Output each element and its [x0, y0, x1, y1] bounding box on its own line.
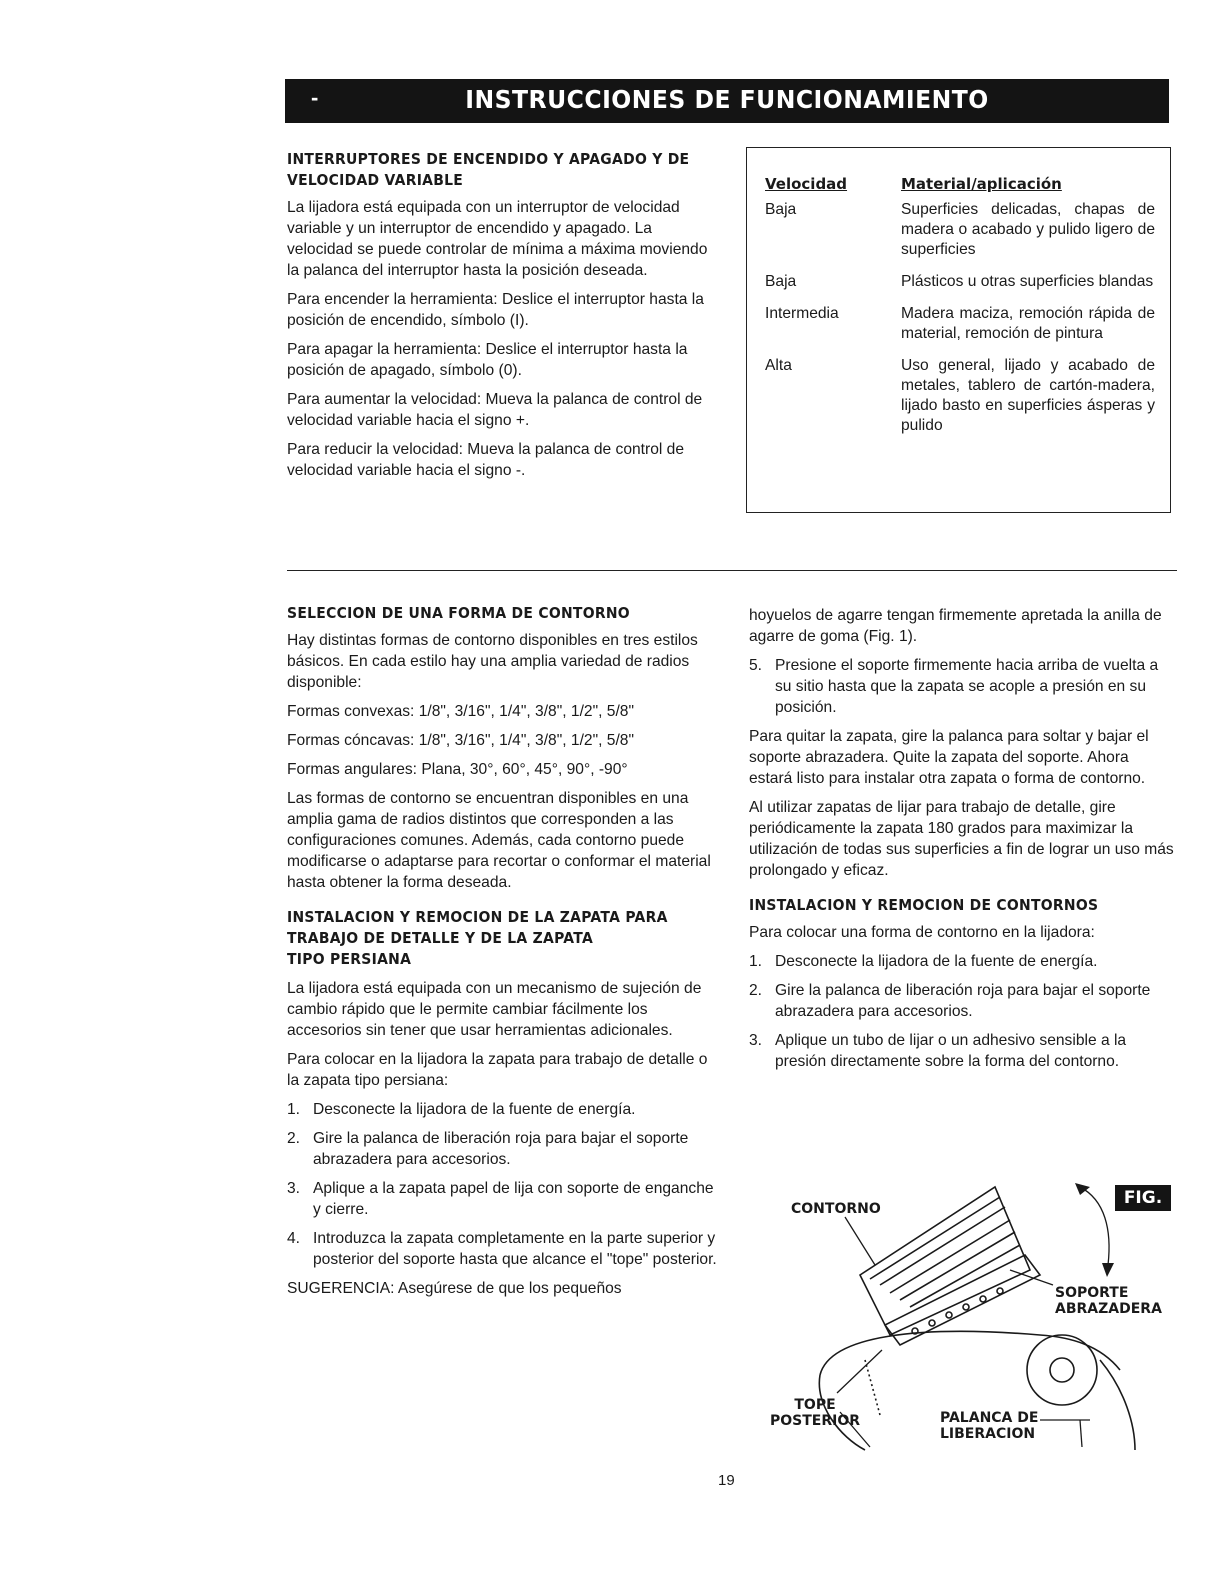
page-number: 19 — [718, 1472, 735, 1489]
section-header-banner — [285, 79, 1169, 123]
arrow-head-top — [1075, 1183, 1090, 1195]
switches-paragraph: Para reducir la velocidad: Mueva la palanca de control de velocidad variable hacia el signo -. — [287, 441, 685, 479]
speed-cell: Intermedia — [765, 305, 839, 322]
header-dash: - — [311, 85, 319, 110]
switches-section — [287, 149, 719, 489]
label-tope-posterior — [770, 1397, 860, 1429]
label-soporte-line: SOPORTE — [1055, 1285, 1129, 1301]
step-text: Presione el soporte firmemente hacia arriba de vuelta a su sitio hasta que la zapata se acople a presión en su posición. — [775, 657, 1159, 716]
step-number: 4. — [287, 1230, 301, 1247]
step-number: 3. — [749, 1032, 763, 1049]
step-text: Desconecte la lijadora de la fuente de energía. — [313, 1101, 636, 1118]
label-tope-line: POSTERIOR — [770, 1413, 861, 1429]
detail-pad-instruction: Para colocar en la lijadora la zapata para trabajo de detalle o la zapata tipo persiana: — [287, 1051, 708, 1089]
contour-block — [860, 1187, 1030, 1335]
left-column — [287, 603, 719, 1307]
switches-paragraph: Para apagar la herramienta: Deslice el interruptor hasta la posición de apagado, símbolo (0). — [287, 341, 688, 379]
label-soporte — [1055, 1285, 1162, 1317]
switches-paragraph: Para encender la herramienta: Deslice el interruptor hasta la posición de encendido, símbolo (I). — [287, 291, 704, 329]
speed-table-header — [765, 174, 1155, 200]
detail-pad-heading-line: TIPO PERSIANA — [287, 950, 412, 968]
switches-heading: INTERRUPTORES DE ENCENDIDO Y APAGADO Y DE VELOCIDAD VARIABLE — [287, 150, 690, 189]
remove-pad-text: Para quitar la zapata, gire la palanca para soltar y bajar el soporte abrazadera. Quite la zapata del soporte. Ahora estará listo para instalar otra zapata o forma de contorno. — [749, 728, 1149, 787]
switches-paragraph: Para aumentar la velocidad: Mueva la palanca de control de velocidad variable hacia el signo +. — [287, 391, 703, 429]
page-title: INSTRUCCIONES DE FUNCIONAMIENTO — [465, 85, 989, 114]
step-number: 2. — [749, 982, 763, 999]
detail-pad-steps — [287, 1099, 719, 1270]
detail-pad-intro: La lijadora está equipada con un mecanismo de sujeción de cambio rápido que le permite cambiar fácilmente los accesorios sin tener que usar herramientas adicionales. — [287, 980, 702, 1039]
speed-column-header: Velocidad — [765, 175, 848, 193]
table-row — [765, 304, 1155, 356]
contours-install-intro: Para colocar una forma de contorno en la lijadora: — [749, 924, 1095, 941]
material-cell: Superficies delicadas, chapas de madera o acabado y pulido ligero de superficies — [901, 201, 1155, 258]
detail-pad-heading — [287, 907, 676, 970]
tip-continued: hoyuelos de agarre tengan firmemente apretada la anilla de agarre de goma (Fig. 1). — [749, 607, 1162, 645]
list-item — [749, 1030, 1175, 1072]
list-item — [749, 951, 1175, 972]
tip-text: SUGERENCIA: Asegúrese de que los pequeños — [287, 1280, 622, 1297]
switches-paragraph: La lijadora está equipada con un interruptor de velocidad variable y un interruptor de encendido y apagado. La velocidad se puede controlar de mínima a máxima moviendo la palanca del interruptor hasta la posición deseada. — [287, 199, 708, 279]
right-column — [749, 605, 1175, 1080]
material-cell: Uso general, lijado y acabado de metales, tablero de cartón-madera, lijado basto en superficies ásperas y pulido — [901, 357, 1155, 434]
list-item — [287, 1178, 719, 1220]
contour-body: Las formas de contorno se encuentran disponibles en una amplia gama de radios distintos que corresponden a las configuraciones comunes. Además, cada contorno puede modificarse o adaptarse para recortar o conformar el material hasta obtener la forma deseada. — [287, 790, 711, 891]
step-text: Gire la palanca de liberación roja para bajar el soporte abrazadera para accesorios. — [775, 982, 1151, 1020]
material-cell: Plásticos u otras superficies blandas — [901, 273, 1154, 290]
step-number: 5. — [749, 657, 763, 674]
contour-heading: SELECCION DE UNA FORMA DE CONTORNO — [287, 604, 630, 622]
step-text: Desconecte la lijadora de la fuente de energía. — [775, 953, 1098, 970]
label-contorno: CONTORNO — [791, 1201, 881, 1217]
concave-sizes: Formas cóncavas: 1/8", 3/16", 1/4", 3/8", 1/2", 5/8" — [287, 732, 634, 749]
leader-lines — [837, 1187, 1109, 1447]
table-row — [765, 272, 1155, 304]
angular-sizes: Formas angulares: Plana, 30°, 60°, 45°, 90°, -90° — [287, 761, 628, 778]
step-number: 1. — [287, 1101, 301, 1118]
contours-install-heading: INSTALACION Y REMOCION DE CONTORNOS — [749, 896, 1099, 914]
list-item — [287, 1099, 719, 1120]
speed-cell: Alta — [765, 357, 792, 374]
figure-2 — [740, 1175, 1180, 1465]
detail-pad-heading-line: INSTALACION Y REMOCION DE LA ZAPATA PARA — [287, 908, 668, 926]
arrow-head-bottom — [1102, 1263, 1114, 1277]
step-text: Gire la palanca de liberación roja para bajar el soporte abrazadera para accesorios. — [313, 1130, 689, 1168]
speed-cell: Baja — [765, 201, 797, 218]
speed-table — [765, 174, 1155, 448]
speed-table-box — [746, 147, 1171, 513]
detail-pad-steps-continued — [749, 655, 1175, 718]
figure-tag: FIG. 2 — [1115, 1185, 1171, 1211]
step-text: Introduzca la zapata completamente en la parte superior y posterior del soporte hasta que alcance el "tope" posterior. — [313, 1230, 717, 1268]
convex-sizes: Formas convexas: 1/8", 3/16", 1/4", 3/8", 1/2", 5/8" — [287, 703, 634, 720]
label-palanca-line: LIBERACION — [940, 1426, 1036, 1442]
step-text: Aplique a la zapata papel de lija con soporte de enganche y cierre. — [313, 1180, 714, 1218]
label-soporte-line: ABRAZADERA — [1055, 1301, 1162, 1317]
label-palanca-line: PALANCA DE — [940, 1410, 1039, 1426]
list-item — [749, 980, 1175, 1022]
speed-cell: Baja — [765, 273, 797, 290]
contours-install-steps — [749, 951, 1175, 1072]
label-tope-line: TOPE — [794, 1397, 836, 1413]
list-item — [287, 1228, 719, 1270]
table-row — [765, 356, 1155, 448]
table-row — [765, 200, 1155, 272]
label-palanca — [940, 1410, 1038, 1442]
list-item — [287, 1128, 719, 1170]
step-number: 2. — [287, 1130, 301, 1147]
material-column-header: Material/aplicación — [901, 175, 1062, 193]
step-number: 3. — [287, 1180, 301, 1197]
step-text: Aplique un tubo de lijar o un adhesivo sensible a la presión directamente sobre la forma del contorno. — [775, 1032, 1127, 1070]
list-item — [749, 655, 1175, 718]
contour-intro: Hay distintas formas de contorno disponibles en tres estilos básicos. En cada estilo hay una amplia variedad de radios disponible: — [287, 632, 698, 691]
section-divider — [287, 570, 1177, 571]
material-cell: Madera maciza, remoción rápida de material, remoción de pintura — [901, 305, 1155, 342]
detail-pad-heading-line: TRABAJO DE DETALLE Y DE LA ZAPATA — [287, 929, 594, 947]
rotate-pad-text: Al utilizar zapatas de lijar para trabajo de detalle, gire periódicamente la zapata 180 grados para maximizar la utilización de todas sus superficies a fin de lograr un uso más prolongado y eficaz. — [749, 799, 1174, 879]
step-number: 1. — [749, 953, 763, 970]
